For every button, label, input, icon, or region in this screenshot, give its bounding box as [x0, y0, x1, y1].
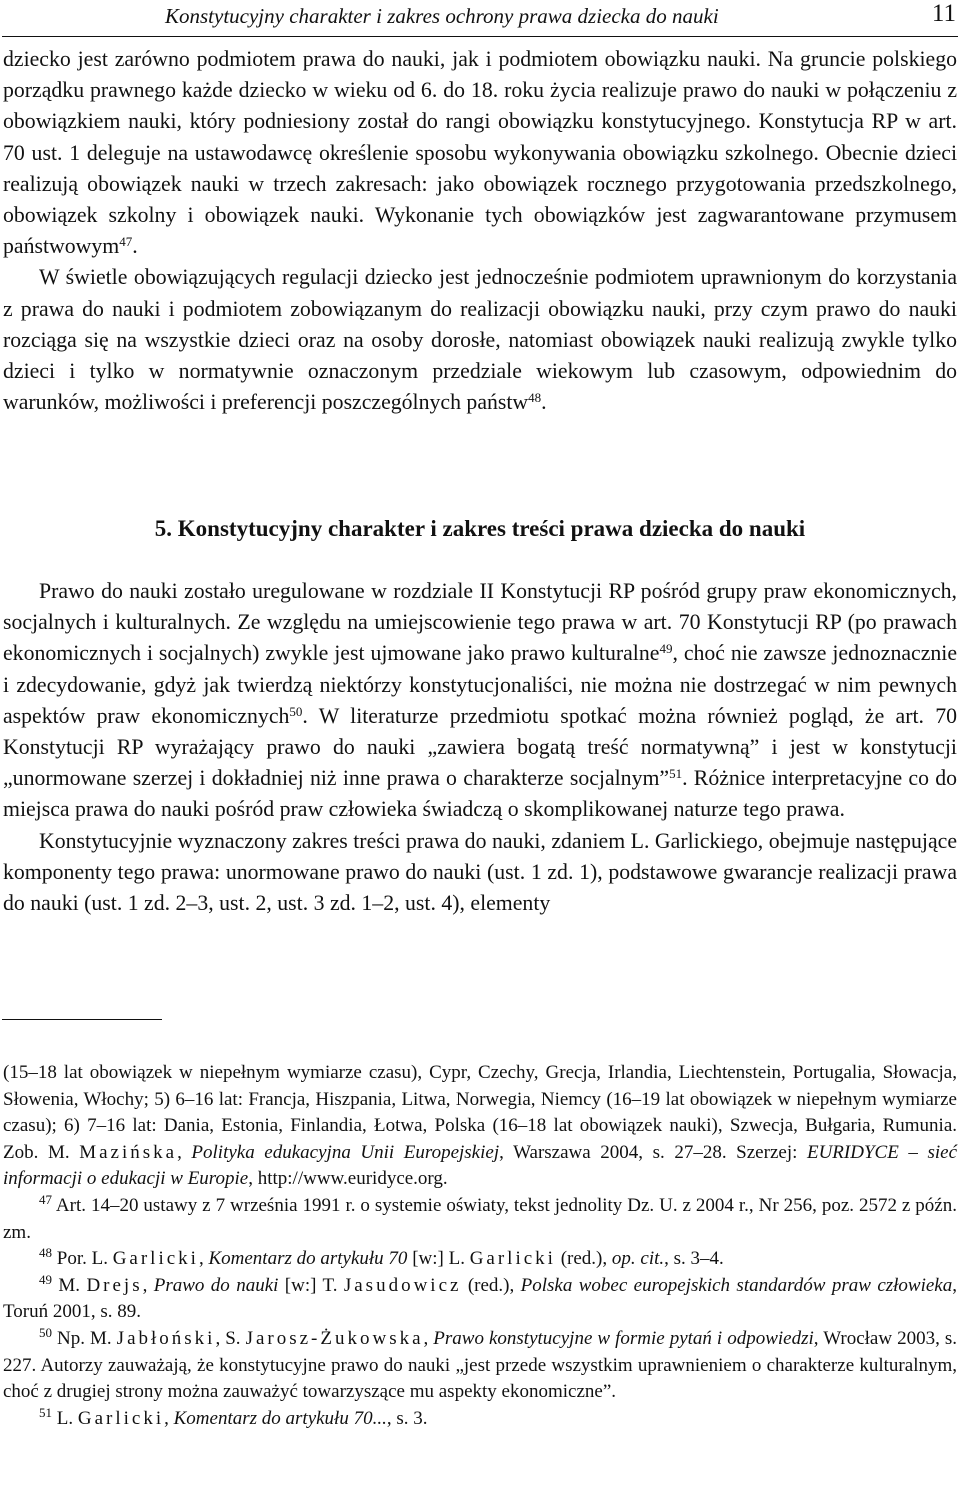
paragraph: dziecko jest zarówno podmiotem prawa do nauki, jak i podmiotem obowiązku nauki. Na gruncie polskiego porządku prawnego każde dziecko w wieku od 6. do 18. roku życia realizuje prawo do nauki w połączeniu z obowiązkiem nauki, który podniesiony został do rangi obowiązku konstytucyjnego. Konstytucja RP w art. 70 ust. 1 deleguje na ustawodawcę określenie sposobu wykonywania obowiązku szkolnego. Obecnie dzieci realizują obowiązek nauki w trzech zakresach: jako obowiązek rocznego przygotowania przedszkolnego, obowiązek szkolny i obowiązek nauki. Wykonanie tych obowiązków jest zagwarantowane przymusem państwowym$^{47}$.: [3, 47, 957, 259]
footnote-rule: [2, 1019, 162, 1020]
paragraph: Prawo do nauki zostało uregulowane w rozdziale II Konstytucji RP pośród grupy praw ekonomicznych, socjalnych i kulturalnych. Ze względu na umiejscowienie tego prawa w art. 70 Konstytucji RP (po prawach ekonomicznych i socjalnych) zwykle jest ujmowane jako prawo kulturalne$^{49}$, choć nie zawsze jednoznacznie i zdecydowanie, gdyż jak twierdzą niektórzy konstytucjonaliści, nie można nie dostrzegać w nim pewnych aspektów praw ekonomicznych$^{50}$. W literaturze przedmiotu spotkać można również pogląd, że art. 70 Konstytucji RP wyrażający prawo do nauki „zawiera bogatą treść normatywną” i jest w konstytucji „unormowane szerzej i dokładniej niż inne prawa o charakterze socjalnym”$^{51}$. Różnice interpretacyjne co do miejsca prawa do nauki pośród praw człowieka świadczą o skomplikowanej naturze tego prawa.: [3, 579, 957, 822]
footnote-47: $^{47}$ Art. 14–20 ustawy z 7 września 1991 r. o systemie oświaty, tekst jednolity Dz. U. z 2004 r., Nr 256, poz. 2572 z późn. zm.: [3, 1191, 957, 1243]
footnote-50: $^{50}$ Np. M. Jabłoński, S. Jarosz-Żukowska, Prawo konstytucyjne w formie pytań i odpowiedzi, Wrocław 2003, s. 227. Autorzy zauważają, że konstytucyjne prawo do nauki „jest przede wszystkim uprawnieniem o charakterze kulturalnym, choć z drugiej strony można zauważyć towarzyszące mu aspekty ekonomiczne”.: [3, 1324, 957, 1403]
footnote-continued: (15–18 lat obowiązek w niepełnym wymiarze czasu), Cypr, Czechy, Grecja, Irlandia, Liechtenstein, Portugalia, Słowacja, Słowenia, Włochy; 5) 6–16 lat: Francja, Hiszpania, Litwa, Norwegia, Niemcy (16–19 lat obowiązek w niepełnym wymiarze czasu); 6) 7–16 lat: Dania, Estonia, Finlandia, Łotwa, Polska (16–18 lat obowiązek nauki), Szwecja, Bułgaria, Rumunia. Zob. M. Mazińska, Polityka edukacyjna Unii Europejskiej, Warszawa 2004, s. 27–28. Szerzej: EURIDYCE – sieć informacji o edukacji w Europie, http://www.euridyce.org.: [3, 1062, 958, 1190]
work-title: Komentarz do artykułu 70...: [173, 1407, 387, 1429]
work-title: Komentarz do artykułu 70: [208, 1248, 408, 1270]
paragraph: Konstytucyjnie wyznaczony zakres treści prawa do nauki, zdaniem L. Garlickiego, obejmuje następujące komponenty tego prawa: unormowane prawo do nauki (ust. 1 zd. 1), podstawowe gwarancje realizacji prawa do nauki (ust. 1 zd. 2–3, ust. 2, ust. 3 zd. 1–2, ust. 4), elementy: [3, 828, 957, 916]
footnote-ref[interactable]: 47: [119, 234, 133, 250]
footnote-number: 47: [39, 1191, 52, 1207]
work-title: EURIDYCE – sieć informacji o edukacji w Europie: [3, 1141, 958, 1190]
author-name: Garlicki: [112, 1248, 199, 1270]
work-title: Prawo do nauki: [153, 1274, 279, 1296]
footnote-51: $^{51}$ L. Garlicki, Komentarz do artykułu 70..., s. 3.: [39, 1404, 428, 1429]
author-name: Garlicki: [469, 1248, 556, 1270]
footnote-number: 49: [39, 1271, 52, 1287]
page-number: 11: [931, 0, 956, 27]
footnotes: [3, 1060, 957, 1432]
work-title: Prawo konstytucyjne w formie pytań i odpowiedzi: [433, 1327, 814, 1349]
author-name: Mazińska: [79, 1141, 178, 1163]
header-rule: [2, 36, 958, 37]
footnote-49: $^{49}$ M. Drejs, Prawo do nauki [w:] T. Jasudowicz (red.), Polska wobec europejskich standardów praw człowieka, Toruń 2001, s. 89.: [3, 1271, 957, 1323]
footnote-48: $^{48}$ Por. L. Garlicki, Komentarz do artykułu 70 [w:] L. Garlicki (red.), op. cit., s. 3–4.: [39, 1245, 724, 1270]
running-header: [0, 0, 960, 36]
footnote-number: 51: [39, 1404, 52, 1420]
footnote-ref[interactable]: 51: [669, 766, 683, 782]
footnote-ref[interactable]: 49: [659, 641, 673, 657]
paragraph-text: W świetle obowiązujących regulacji dziecko jest jednocześnie podmiotem uprawnionym do korzystania z prawa do nauki i podmiotem zobowiązanym do realizacji obowiązku nauki, przy czym prawo do nauki rozciąga się na wszystkie dzieci oraz na osoby dorosłe, natomiast obowiązek nauki realizują zwykle tylko dzieci i tylko w normatywnie oznaczonym przedziale wiekowym lub czasowym, odpowiednim do warunków, możliwości i preferencji poszczególnych państw: [3, 265, 957, 415]
running-header-title: Konstytucyjny charakter i zakres ochrony prawa dziecka do nauki: [165, 4, 719, 28]
section-heading: 5. Konstytucyjny charakter i zakres treści prawa dziecka do nauki: [154, 516, 806, 541]
footnote-number: 50: [39, 1324, 52, 1340]
paragraph: W świetle obowiązujących regulacji dziecko jest jednocześnie podmiotem uprawnionym do korzystania z prawa do nauki i podmiotem zobowiązanym do realizacji obowiązku nauki, przy czym prawo do nauki rozciąga się na wszystkie dzieci oraz na osoby dorosłe, natomiast obowiązek nauki realizują zwykle tylko dzieci i tylko w normatywnie oznaczonym przedziale wiekowym lub czasowym, odpowiednim do warunków, możliwości i preferencji poszczególnych państw$^{48}$.: [3, 265, 957, 415]
author-name: Garlicki: [77, 1407, 165, 1429]
work-title: Polska wobec europejskich standardów praw człowieka: [520, 1274, 953, 1296]
paragraph-text: dziecko jest zarówno podmiotem prawa do nauki, jak i podmiotem obowiązku nauki. Na gruncie polskiego porządku prawnego każde dziecko w wieku od 6. do 18. roku życia realizuje prawo do nauki w połączeniu z obowiązkiem nauki, który podniesiony został do rangi obowiązku konstytucyjnego. Konstytucja RP w art. 70 ust. 1 deleguje na ustawodawcę określenie sposobu wykonywania obowiązku szkolnego. Obecnie dzieci realizują obowiązek nauki w trzech zakresach: jako obowiązek rocznego przygotowania przedszkolnego, obowiązek szkolny i obowiązek nauki. Wykonanie tych obowiązków jest zagwarantowane przymusem państwowym: [3, 47, 957, 259]
footnote-ref[interactable]: 48: [528, 390, 542, 406]
body-text-lower: [3, 576, 957, 919]
footnote-ref[interactable]: 50: [289, 703, 303, 719]
footnote-number: 48: [39, 1245, 52, 1261]
author-name: Jabłoński: [116, 1327, 216, 1349]
body-text-upper: [3, 44, 957, 418]
author-name: Drejs: [86, 1274, 143, 1296]
author-name: Jarosz-Żukowska: [245, 1327, 424, 1349]
author-name: Jasudowicz: [343, 1274, 462, 1296]
work-title: Polityka edukacyjna Unii Europejskiej: [191, 1141, 500, 1163]
